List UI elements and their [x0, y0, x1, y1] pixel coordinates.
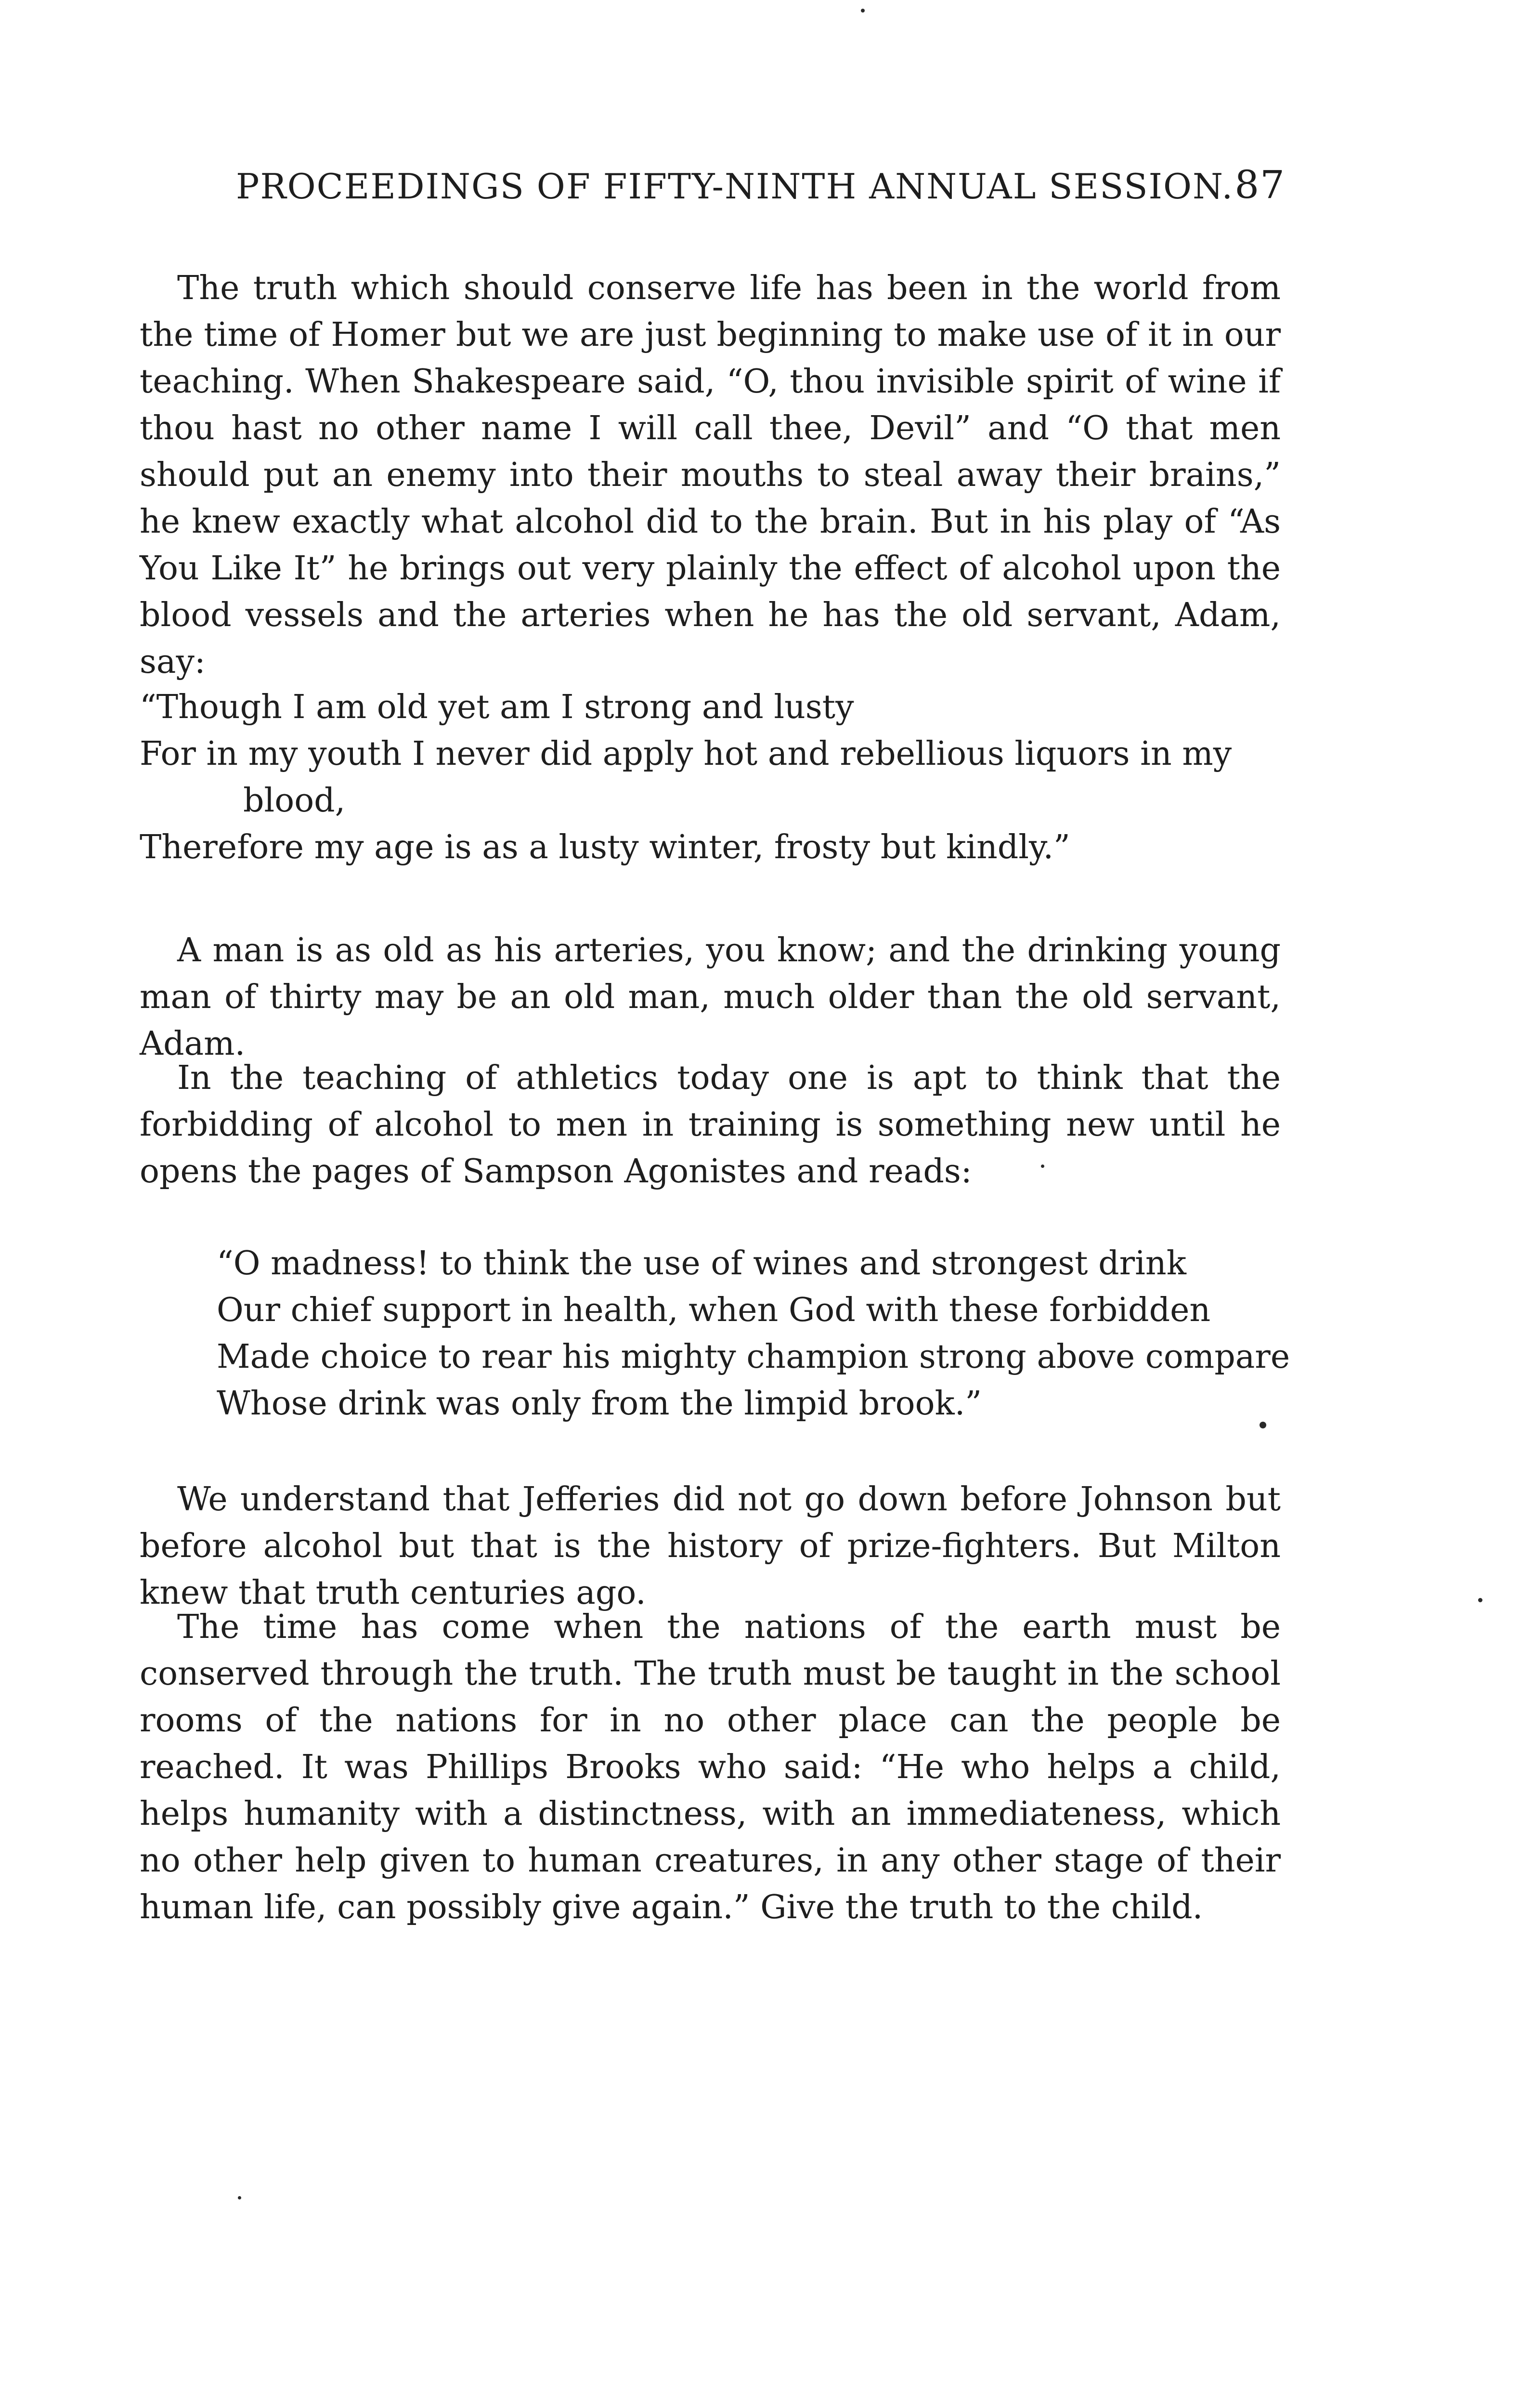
verse-line-continuation: blood, [243, 782, 346, 820]
verse-line: Our chief support in health, when God with these forbidden [217, 1291, 1211, 1329]
verse-line: For in my youth I never did apply hot and rebellious liquors in my [140, 735, 1232, 773]
paragraph-truth-shakespeare: The truth which should conserve life has been in the world from the time of Homer but we are just beginning to make use of it in our teaching. When Shakespeare said, “O, thou invisible spirit of wine if thou hast no other name I will call thee, Devil” and “O that men should put an enemy into their mouths to steal away their brains,” he knew exactly what alcohol did to the brain. But in his play of “As You Like It” he brings out very plainly the effect of alcohol upon the blood vessels and the arteries when he has the old servant, Adam, say: [140, 269, 1281, 681]
verse-shakespeare [140, 684, 1305, 871]
verse-line: Made choice to rear his mighty champion strong above compare [217, 1338, 1290, 1376]
verse-line: Whose drink was only from the limpid brook.” [217, 1385, 982, 1423]
paragraph-athletics: In the teaching of athletics today one is apt to think that the forbidding of alcohol to men in training is something new until he opens the pages of Sampson Agonistes and reads: [140, 1059, 1281, 1191]
scan-speck [1478, 1598, 1482, 1602]
scan-speck [1260, 1422, 1266, 1428]
verse-line: “Though I am old yet am I strong and lusty [140, 688, 854, 726]
paragraph-jefferies: We understand that Jefferies did not go down before Johnson but before alcohol but that is the history of prize-fighters. But Milton knew that truth centuries ago. [140, 1480, 1281, 1612]
page-number: 87 [1234, 162, 1286, 207]
running-header [236, 162, 1286, 224]
paragraph-conclusion: The time has come when the nations of the earth must be conserved through the truth. The truth must be taught in the school rooms of the nations for in no other place can the people be reached. It was Phillips Brooks who said: “He who helps a child, helps humanity with a distinctness, with an immediateness, which no other help given to human creatures, in any other stage of their human life, can possibly give again.” Give the truth to the child. [140, 1608, 1281, 1926]
verse-milton [217, 1240, 1382, 1427]
verse-line: Therefore my age is as a lusty winter, frosty but kindly.” [140, 828, 1070, 866]
scan-speck [238, 2196, 241, 2199]
header-title: PROCEEDINGS OF FIFTY-NINTH ANNUAL SESSION. [236, 166, 1234, 207]
scan-speck [861, 9, 865, 13]
scan-speck [1041, 1165, 1044, 1168]
verse-line: “O madness! to think the use of wines and strongest drink [217, 1244, 1186, 1283]
paragraph-arteries: A man is as old as his arteries, you know; and the drinking young man of thirty may be an old man, much older than the old servant, Adam. [140, 931, 1281, 1063]
